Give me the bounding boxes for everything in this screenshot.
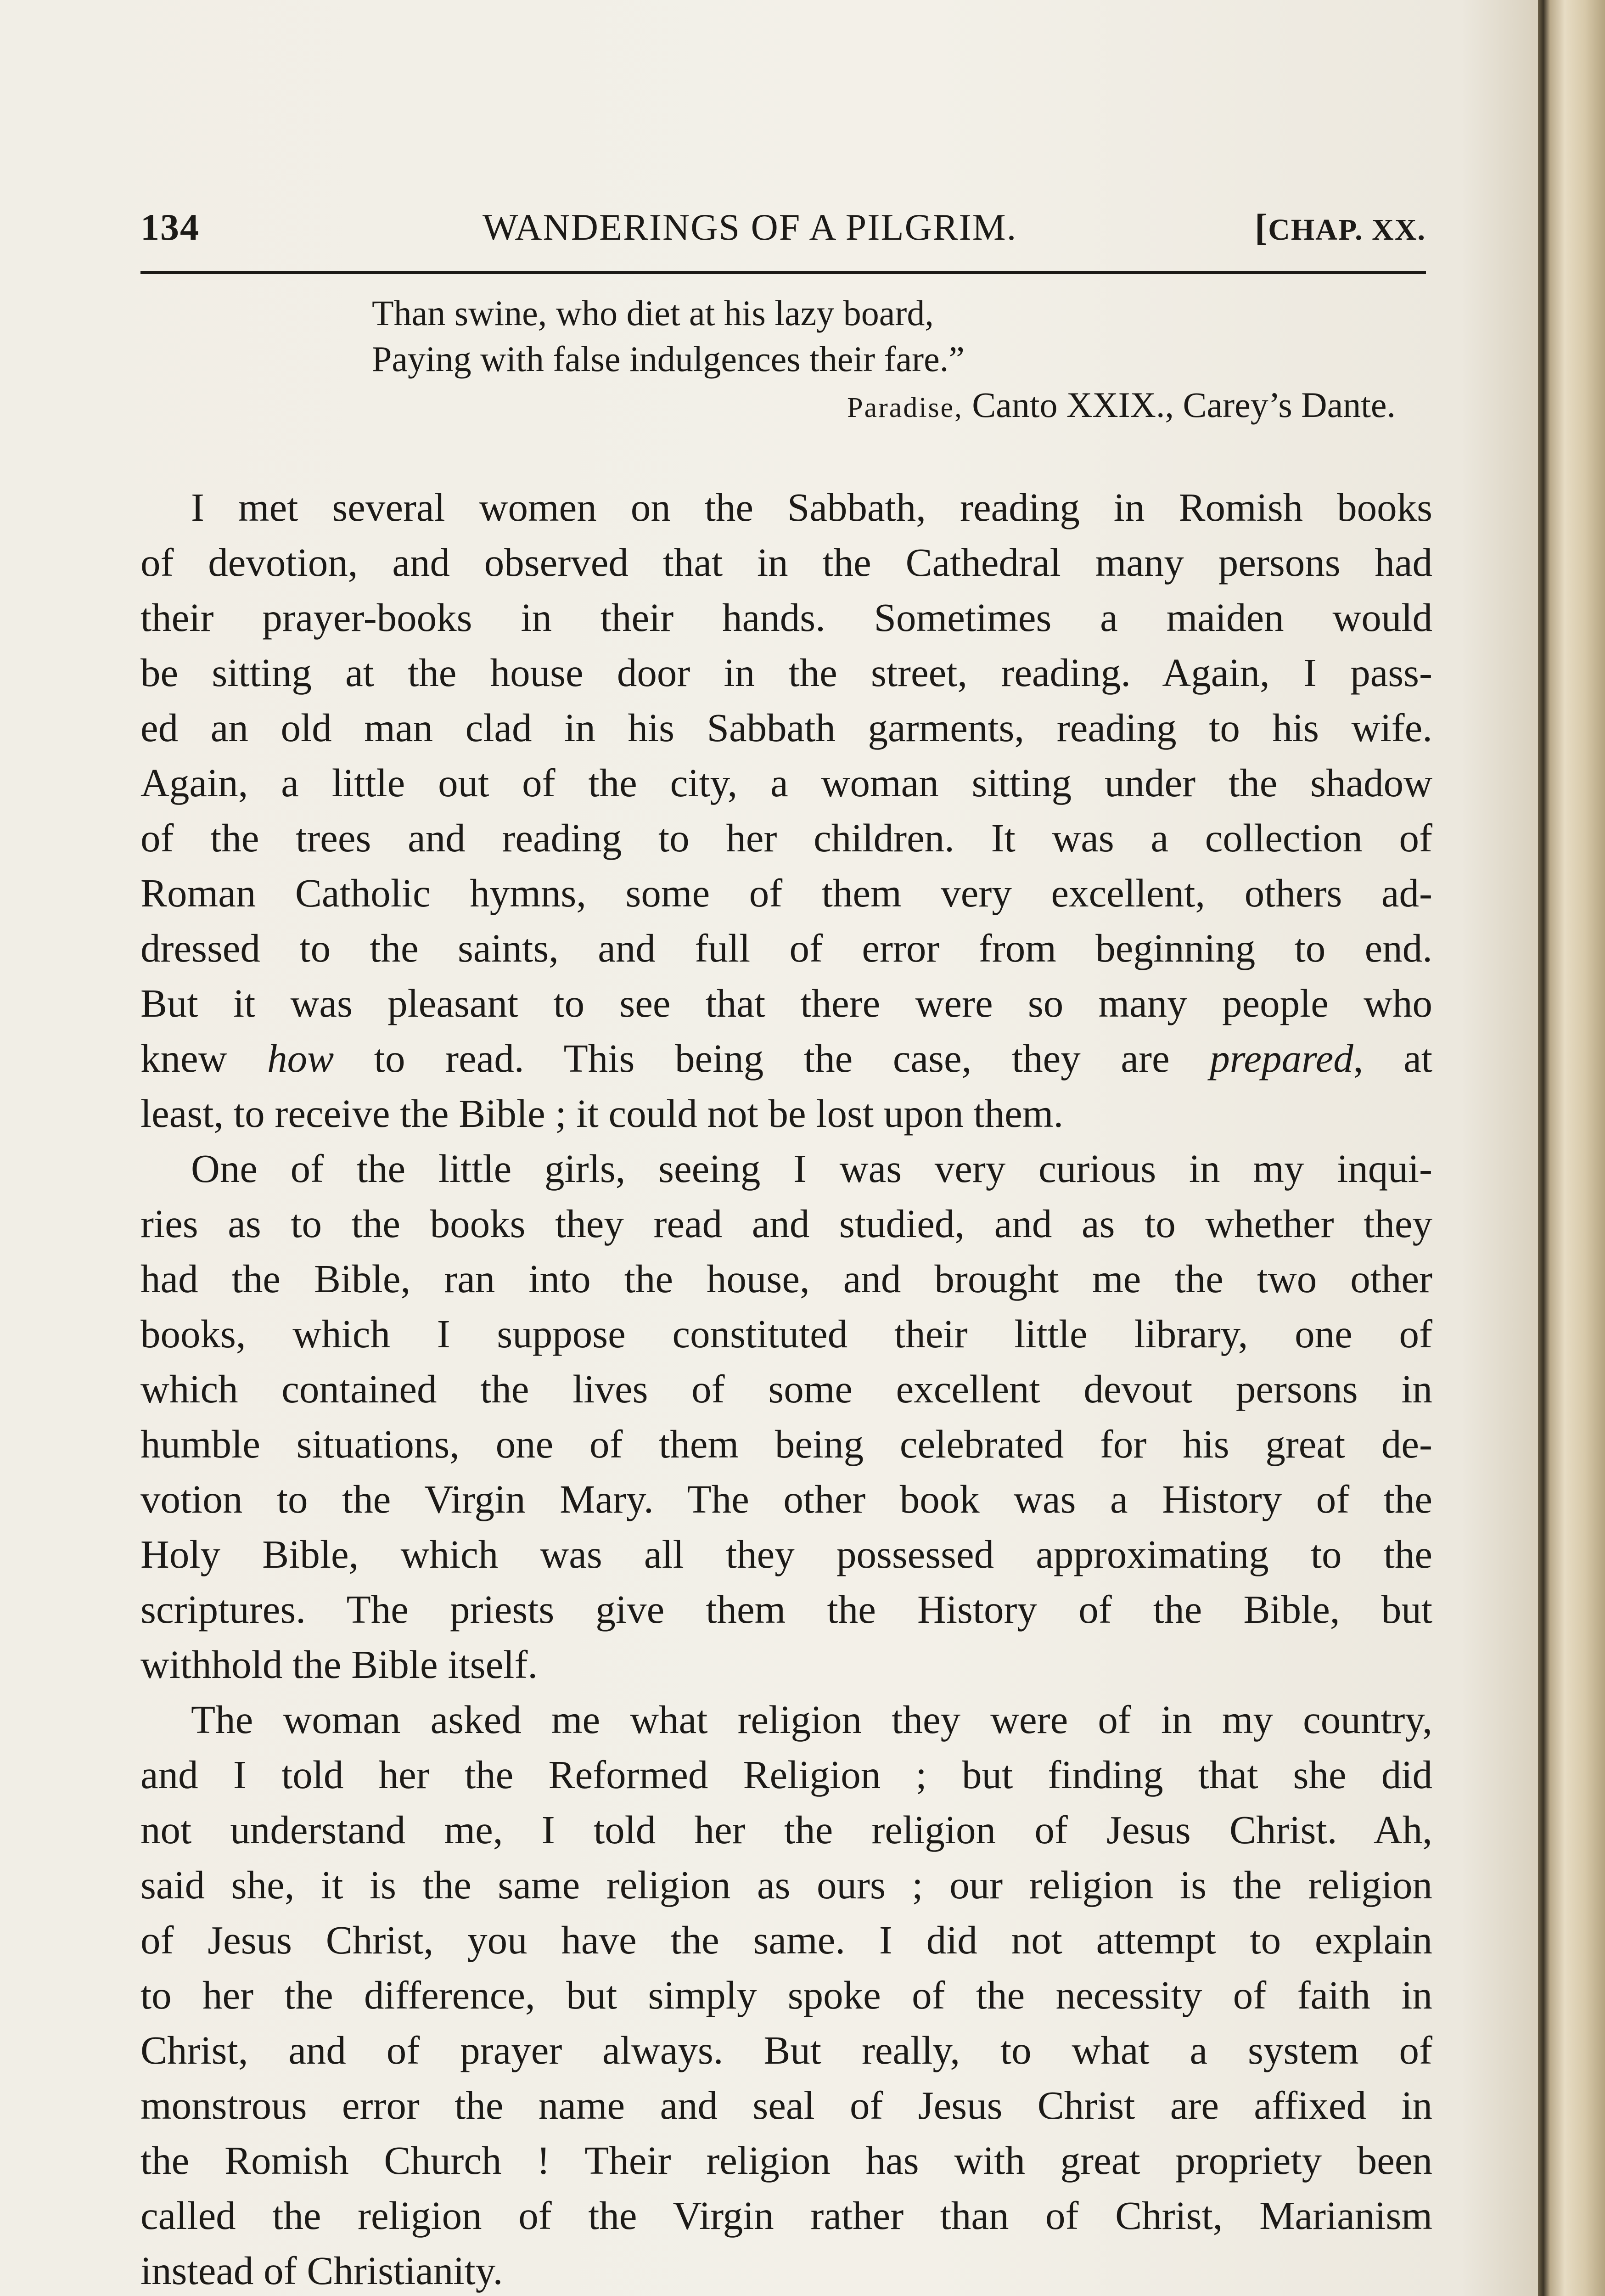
text-line: which contained the lives of some excellent devout persons in	[140, 1367, 1432, 1411]
text-line: Again, a little out of the city, a woman sitting under the shadow	[140, 760, 1432, 805]
text-line: votion to the Virgin Mary. The other book was a History of the	[140, 1477, 1432, 1521]
chapter-label	[1255, 206, 1426, 249]
text-line: of devotion, and observed that in the Cathedral many persons had	[140, 540, 1432, 585]
text-line: of the trees and reading to her children. It was a collection of	[140, 816, 1432, 860]
text-segment: to read. This being the case, they are	[334, 1036, 1210, 1080]
text-line: But it was pleasant to see that there were so many people who	[140, 981, 1432, 1025]
text-line: the Romish Church ! Their religion has with great propriety been	[140, 2138, 1432, 2183]
text-line: dressed to the saints, and full of error from beginning to end.	[140, 926, 1432, 970]
page-number: 134	[140, 206, 200, 248]
paragraph-1	[140, 480, 1432, 1141]
text-line: books, which I suppose constituted their little library, one of	[140, 1311, 1432, 1356]
text-line: least, to receive the Bible ; it could not be lost upon them.	[140, 1091, 1064, 1136]
text-line: be sitting at the house door in the street, reading. Again, I pass-	[140, 650, 1432, 695]
text-line: withhold the Bible itself.	[140, 1642, 538, 1687]
paragraph-3	[140, 1692, 1432, 2296]
text-line: called the religion of the Virgin rather than of Christ, Marianism	[140, 2193, 1432, 2238]
epigraph-source	[372, 382, 1396, 431]
text-line: humble situations, one of them being celebrated for his great de-	[140, 1422, 1432, 1466]
page-edge	[1538, 0, 1605, 2296]
text-line: Roman Catholic hymns, some of them very excellent, others ad-	[140, 871, 1432, 915]
text-line: I met several women on the Sabbath, reading in Romish books	[191, 485, 1432, 529]
italic-word: how	[267, 1036, 334, 1080]
text-line	[140, 1031, 1432, 1086]
body-text	[140, 480, 1432, 2296]
text-line: ed an old man clad in his Sabbath garments, reading to his wife.	[140, 705, 1432, 750]
epigraph	[372, 290, 1396, 431]
text-line: ries as to the books they read and studied, and as to whether they	[140, 1201, 1432, 1246]
epigraph-line: Than swine, who diet at his lazy board,	[372, 293, 934, 333]
text-line: of Jesus Christ, you have the same. I did not attempt to explain	[140, 1918, 1432, 1962]
epigraph-source-rest: Canto XXIX., Carey’s Dante.	[963, 385, 1396, 425]
text-line: Christ, and of prayer always. But really, to what a system of	[140, 2028, 1432, 2072]
epigraph-source-title: Paradise,	[847, 392, 963, 423]
text-line: One of the little girls, seeing I was very curious in my inqui-	[191, 1146, 1432, 1191]
text-line: The woman asked me what religion they were of in my country,	[191, 1697, 1432, 1742]
text-line: not understand me, I told her the religion of Jesus Christ. Ah,	[140, 1807, 1432, 1852]
epigraph-line: Paying with false indulgences their fare.”	[372, 339, 965, 379]
running-header	[140, 206, 1426, 252]
text-line: had the Bible, ran into the house, and brought me the two other	[140, 1256, 1432, 1301]
text-line: their prayer-books in their hands. Sometimes a maiden would	[140, 595, 1432, 640]
chapter-bracket: [	[1254, 206, 1268, 248]
text-segment: knew	[140, 1036, 268, 1080]
text-line: Holy Bible, which was all they possessed approximating to the	[140, 1532, 1432, 1576]
italic-word: prepared	[1210, 1036, 1353, 1080]
text-line: monstrous error the name and seal of Jesus Christ are affixed in	[140, 2083, 1432, 2127]
paragraph-2	[140, 1141, 1432, 1692]
text-line: to her the difference, but simply spoke of the necessity of faith in	[140, 1973, 1432, 2017]
chapter-text: CHAP. XX.	[1268, 213, 1426, 247]
text-segment: , at	[1353, 1036, 1432, 1080]
text-line: instead of Christianity.	[140, 2248, 503, 2293]
header-rule	[140, 271, 1426, 274]
running-title: WANDERINGS OF A PILGRIM.	[483, 206, 1017, 248]
text-line: scriptures. The priests give them the History of the Bible, but	[140, 1587, 1432, 1632]
text-line: said she, it is the same religion as ours ; our religion is the religion	[140, 1863, 1432, 1907]
text-line: and I told her the Reformed Religion ; but finding that she did	[140, 1752, 1432, 1797]
